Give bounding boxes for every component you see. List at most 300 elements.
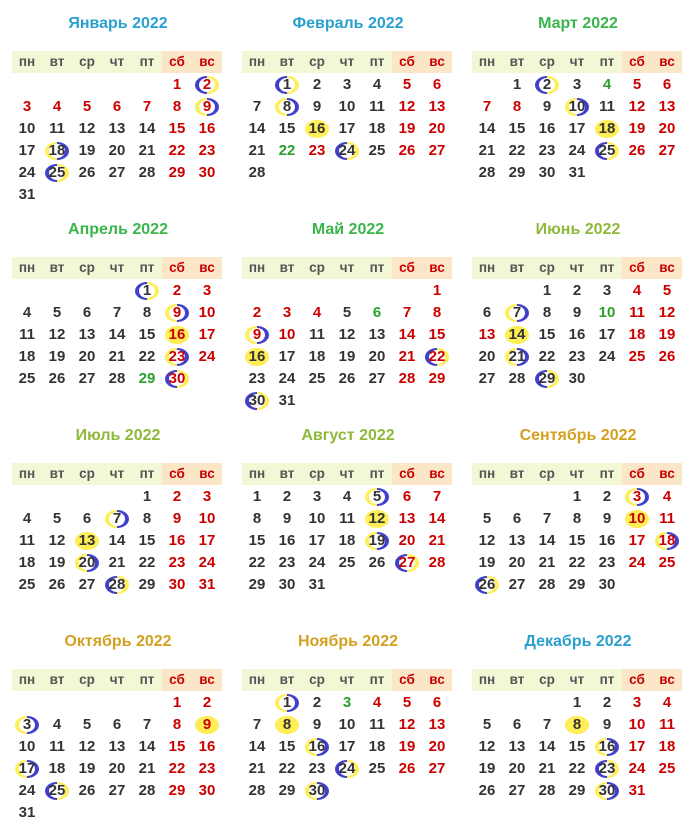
day-number: 28 bbox=[108, 576, 126, 593]
day-cell bbox=[192, 140, 222, 162]
day-number: 17 bbox=[278, 348, 296, 365]
day-number: 8 bbox=[282, 716, 292, 733]
day-number: 8 bbox=[542, 304, 552, 321]
day-number: 26 bbox=[478, 576, 496, 593]
empty-cell bbox=[472, 280, 502, 302]
day-cell bbox=[502, 324, 532, 346]
day-cell bbox=[12, 184, 42, 206]
day-number: 22 bbox=[248, 554, 266, 571]
day-number: 15 bbox=[428, 326, 446, 343]
day-cell bbox=[132, 574, 162, 596]
day-number: 21 bbox=[478, 142, 496, 159]
weekday-label: пн bbox=[472, 51, 502, 73]
day-number: 14 bbox=[248, 120, 266, 137]
day-cell bbox=[192, 346, 222, 368]
day-number: 8 bbox=[172, 716, 182, 733]
day-number: 12 bbox=[78, 120, 96, 137]
weekday-label: вс bbox=[192, 51, 222, 73]
day-number: 31 bbox=[628, 782, 646, 799]
day-number: 20 bbox=[508, 554, 526, 571]
day-number: 14 bbox=[248, 738, 266, 755]
weekday-label: вс bbox=[422, 669, 452, 691]
day-number: 11 bbox=[309, 326, 325, 343]
day-number: 19 bbox=[398, 120, 416, 137]
weekday-label: вс bbox=[652, 669, 682, 691]
day-cell bbox=[592, 508, 622, 530]
day-number: 22 bbox=[138, 554, 156, 571]
day-cell bbox=[332, 118, 362, 140]
day-cell bbox=[272, 714, 302, 736]
day-cell bbox=[302, 508, 332, 530]
day-cell bbox=[302, 140, 332, 162]
weekday-label: чт bbox=[332, 463, 362, 485]
day-number: 13 bbox=[478, 326, 496, 343]
day-cell bbox=[422, 96, 452, 118]
day-number: 31 bbox=[18, 804, 36, 821]
day-number: 10 bbox=[628, 510, 646, 527]
day-cell bbox=[362, 736, 392, 758]
month-block bbox=[472, 218, 684, 390]
month-title: Сентябрь 2022 bbox=[519, 427, 637, 444]
day-number: 5 bbox=[662, 282, 672, 299]
weekday-label: ср bbox=[302, 669, 332, 691]
day-cell bbox=[242, 96, 272, 118]
weekday-label: пн bbox=[12, 463, 42, 485]
day-number: 27 bbox=[78, 576, 96, 593]
day-cell bbox=[162, 530, 192, 552]
weekday-label: вт bbox=[502, 669, 532, 691]
day-number: 16 bbox=[168, 326, 186, 343]
day-number: 1 bbox=[282, 76, 292, 93]
weekday-label: чт bbox=[102, 51, 132, 73]
day-cell bbox=[502, 552, 532, 574]
day-cell bbox=[132, 302, 162, 324]
day-cell bbox=[102, 758, 132, 780]
day-number: 23 bbox=[168, 348, 186, 365]
day-cell bbox=[12, 736, 42, 758]
day-number: 22 bbox=[568, 760, 586, 777]
weekday-header bbox=[472, 463, 684, 485]
day-number: 12 bbox=[478, 532, 496, 549]
month-block bbox=[12, 12, 224, 206]
day-number: 3 bbox=[632, 694, 642, 711]
empty-cell bbox=[502, 486, 532, 508]
weekday-label: вс bbox=[422, 463, 452, 485]
weekday-label: чт bbox=[562, 669, 592, 691]
weekday-label: ср bbox=[302, 463, 332, 485]
day-cell bbox=[242, 758, 272, 780]
day-number: 29 bbox=[168, 164, 186, 181]
day-number: 1 bbox=[432, 282, 442, 299]
day-cell bbox=[422, 346, 452, 368]
day-cell bbox=[162, 346, 192, 368]
day-cell bbox=[622, 74, 652, 96]
day-number: 20 bbox=[368, 348, 386, 365]
day-number: 24 bbox=[308, 554, 326, 571]
day-cell bbox=[302, 346, 332, 368]
day-number: 25 bbox=[658, 554, 676, 571]
day-cell bbox=[392, 368, 422, 390]
day-cell bbox=[532, 508, 562, 530]
day-cell bbox=[12, 346, 42, 368]
weekday-label: сб bbox=[622, 669, 652, 691]
day-cell bbox=[132, 552, 162, 574]
day-cell bbox=[592, 530, 622, 552]
day-number: 23 bbox=[598, 760, 616, 777]
day-number: 30 bbox=[198, 164, 216, 181]
day-cell bbox=[532, 574, 562, 596]
day-number: 30 bbox=[248, 392, 266, 409]
day-cell bbox=[652, 714, 682, 736]
day-number: 25 bbox=[658, 760, 676, 777]
day-number: 15 bbox=[278, 120, 296, 137]
day-cell bbox=[392, 714, 422, 736]
weekday-label: вт bbox=[272, 257, 302, 279]
day-cell bbox=[192, 508, 222, 530]
day-cell bbox=[362, 302, 392, 324]
day-number: 24 bbox=[18, 782, 36, 799]
day-cell bbox=[472, 736, 502, 758]
day-number: 27 bbox=[108, 782, 126, 799]
empty-cell bbox=[102, 486, 132, 508]
day-number: 23 bbox=[568, 348, 586, 365]
day-cell bbox=[12, 96, 42, 118]
empty-cell bbox=[242, 692, 272, 714]
day-number: 7 bbox=[512, 304, 522, 321]
day-number: 3 bbox=[572, 76, 582, 93]
day-number: 11 bbox=[659, 716, 675, 733]
day-cell bbox=[192, 302, 222, 324]
day-cell bbox=[652, 486, 682, 508]
day-cell bbox=[652, 552, 682, 574]
day-number: 18 bbox=[338, 532, 356, 549]
day-cell bbox=[472, 324, 502, 346]
weekday-label: чт bbox=[332, 51, 362, 73]
day-cell bbox=[362, 486, 392, 508]
day-number: 13 bbox=[508, 532, 526, 549]
day-number: 6 bbox=[82, 510, 92, 527]
day-cell bbox=[162, 692, 192, 714]
day-number: 14 bbox=[508, 326, 526, 343]
day-number: 10 bbox=[198, 304, 216, 321]
day-cell bbox=[622, 96, 652, 118]
weekday-label: пн bbox=[12, 669, 42, 691]
day-number: 10 bbox=[338, 716, 356, 733]
day-cell bbox=[72, 368, 102, 390]
day-number: 4 bbox=[372, 76, 382, 93]
day-number: 29 bbox=[568, 576, 586, 593]
day-number: 5 bbox=[372, 488, 382, 505]
weekday-label: пт bbox=[592, 463, 622, 485]
day-cell bbox=[42, 758, 72, 780]
day-number: 6 bbox=[432, 694, 442, 711]
day-cell bbox=[302, 736, 332, 758]
day-cell bbox=[392, 530, 422, 552]
day-number: 5 bbox=[402, 76, 412, 93]
day-number: 4 bbox=[312, 304, 322, 321]
day-cell bbox=[392, 140, 422, 162]
day-cell bbox=[242, 736, 272, 758]
day-cell bbox=[502, 508, 532, 530]
day-number: 13 bbox=[398, 510, 416, 527]
day-number: 13 bbox=[508, 738, 526, 755]
day-cell bbox=[192, 324, 222, 346]
day-number: 11 bbox=[369, 98, 385, 115]
day-cell bbox=[162, 302, 192, 324]
day-cell bbox=[422, 692, 452, 714]
day-cell bbox=[652, 280, 682, 302]
day-number: 20 bbox=[78, 348, 96, 365]
day-number: 6 bbox=[482, 304, 492, 321]
empty-cell bbox=[242, 280, 272, 302]
day-number: 30 bbox=[168, 576, 186, 593]
day-number: 7 bbox=[112, 510, 122, 527]
day-number: 11 bbox=[49, 738, 65, 755]
weekday-label: ср bbox=[302, 51, 332, 73]
day-number: 6 bbox=[112, 98, 122, 115]
empty-cell bbox=[472, 74, 502, 96]
weekday-label: сб bbox=[162, 257, 192, 279]
day-number: 7 bbox=[542, 716, 552, 733]
day-cell bbox=[272, 692, 302, 714]
day-number: 22 bbox=[508, 142, 526, 159]
day-number: 4 bbox=[662, 488, 672, 505]
day-number: 11 bbox=[629, 304, 645, 321]
day-cell bbox=[532, 96, 562, 118]
day-number: 26 bbox=[398, 142, 416, 159]
day-number: 2 bbox=[602, 488, 612, 505]
day-cell bbox=[502, 140, 532, 162]
day-cell bbox=[362, 692, 392, 714]
day-number: 3 bbox=[22, 716, 32, 733]
weekday-header bbox=[12, 257, 224, 279]
day-number: 25 bbox=[368, 142, 386, 159]
weekday-label: сб bbox=[392, 257, 422, 279]
weekday-header bbox=[12, 669, 224, 691]
day-number: 26 bbox=[658, 348, 676, 365]
day-cell bbox=[362, 74, 392, 96]
day-number: 18 bbox=[368, 738, 386, 755]
day-cell bbox=[192, 162, 222, 184]
day-cell bbox=[162, 758, 192, 780]
month-title: Декабрь 2022 bbox=[524, 633, 632, 650]
day-cell bbox=[42, 530, 72, 552]
day-cell bbox=[72, 758, 102, 780]
day-cell bbox=[72, 736, 102, 758]
day-number: 16 bbox=[278, 532, 296, 549]
day-cell bbox=[272, 390, 302, 412]
day-cell bbox=[622, 758, 652, 780]
day-cell bbox=[72, 780, 102, 802]
weekday-label: ср bbox=[72, 669, 102, 691]
empty-cell bbox=[102, 280, 132, 302]
day-cell bbox=[532, 140, 562, 162]
day-cell bbox=[562, 346, 592, 368]
day-number: 9 bbox=[172, 304, 182, 321]
day-number: 31 bbox=[568, 164, 586, 181]
day-number: 18 bbox=[48, 142, 66, 159]
day-cell bbox=[592, 324, 622, 346]
day-grid bbox=[472, 280, 684, 390]
day-cell bbox=[192, 74, 222, 96]
day-number: 22 bbox=[278, 760, 296, 777]
day-number: 20 bbox=[398, 532, 416, 549]
weekday-label: пн bbox=[472, 257, 502, 279]
day-cell bbox=[472, 140, 502, 162]
day-number: 23 bbox=[168, 554, 186, 571]
day-cell bbox=[562, 162, 592, 184]
day-cell bbox=[392, 552, 422, 574]
day-cell bbox=[422, 736, 452, 758]
weekday-label: вс bbox=[652, 463, 682, 485]
day-cell bbox=[102, 140, 132, 162]
day-cell bbox=[332, 324, 362, 346]
day-cell bbox=[362, 758, 392, 780]
day-number: 4 bbox=[662, 694, 672, 711]
day-cell bbox=[332, 346, 362, 368]
weekday-label: сб bbox=[392, 669, 422, 691]
day-number: 16 bbox=[538, 120, 556, 137]
day-cell bbox=[302, 714, 332, 736]
weekday-label: сб bbox=[392, 463, 422, 485]
day-number: 11 bbox=[369, 716, 385, 733]
day-cell bbox=[532, 346, 562, 368]
month-title: Апрель 2022 bbox=[68, 221, 168, 238]
day-number: 11 bbox=[659, 510, 675, 527]
day-number: 10 bbox=[18, 738, 36, 755]
month-title: Октябрь 2022 bbox=[64, 633, 172, 650]
day-cell bbox=[422, 530, 452, 552]
month-block bbox=[472, 424, 684, 596]
day-cell bbox=[472, 574, 502, 596]
day-grid bbox=[242, 280, 454, 412]
month-block bbox=[472, 630, 684, 802]
day-cell bbox=[132, 346, 162, 368]
weekday-header bbox=[242, 669, 454, 691]
day-number: 1 bbox=[172, 76, 182, 93]
day-cell bbox=[502, 346, 532, 368]
day-cell bbox=[132, 486, 162, 508]
day-grid bbox=[472, 486, 684, 596]
day-number: 18 bbox=[658, 532, 676, 549]
day-cell bbox=[72, 96, 102, 118]
weekday-label: пт bbox=[362, 257, 392, 279]
weekday-label: сб bbox=[622, 463, 652, 485]
day-cell bbox=[42, 368, 72, 390]
empty-cell bbox=[102, 74, 132, 96]
day-cell bbox=[472, 368, 502, 390]
day-number: 2 bbox=[312, 694, 322, 711]
day-number: 4 bbox=[52, 716, 62, 733]
day-cell bbox=[502, 302, 532, 324]
day-number: 19 bbox=[48, 554, 66, 571]
day-number: 24 bbox=[198, 554, 216, 571]
day-cell bbox=[302, 118, 332, 140]
day-cell bbox=[102, 508, 132, 530]
day-cell bbox=[162, 714, 192, 736]
day-cell bbox=[392, 74, 422, 96]
day-number: 5 bbox=[82, 716, 92, 733]
day-cell bbox=[392, 486, 422, 508]
day-cell bbox=[622, 280, 652, 302]
weekday-label: сб bbox=[162, 669, 192, 691]
day-cell bbox=[12, 368, 42, 390]
day-cell bbox=[622, 714, 652, 736]
day-cell bbox=[392, 324, 422, 346]
weekday-label: ср bbox=[532, 51, 562, 73]
day-cell bbox=[502, 368, 532, 390]
day-cell bbox=[562, 552, 592, 574]
day-cell bbox=[42, 552, 72, 574]
weekday-header bbox=[472, 257, 684, 279]
day-number: 7 bbox=[142, 98, 152, 115]
weekday-label: пн bbox=[12, 51, 42, 73]
day-cell bbox=[472, 780, 502, 802]
day-cell bbox=[472, 118, 502, 140]
month-title: Февраль 2022 bbox=[292, 15, 404, 32]
day-cell bbox=[42, 118, 72, 140]
day-cell bbox=[242, 530, 272, 552]
weekday-label: ср bbox=[72, 463, 102, 485]
day-cell bbox=[652, 758, 682, 780]
day-cell bbox=[272, 552, 302, 574]
empty-cell bbox=[12, 280, 42, 302]
day-number: 21 bbox=[398, 348, 416, 365]
day-cell bbox=[592, 486, 622, 508]
day-cell bbox=[12, 324, 42, 346]
day-number: 31 bbox=[308, 576, 326, 593]
day-cell bbox=[652, 508, 682, 530]
day-cell bbox=[272, 736, 302, 758]
day-number: 21 bbox=[248, 142, 266, 159]
day-number: 21 bbox=[108, 554, 126, 571]
weekday-label: вт bbox=[502, 51, 532, 73]
day-number: 21 bbox=[508, 348, 526, 365]
day-number: 5 bbox=[82, 98, 92, 115]
day-number: 14 bbox=[538, 532, 556, 549]
day-number: 17 bbox=[18, 760, 36, 777]
day-cell bbox=[162, 140, 192, 162]
day-number: 28 bbox=[248, 782, 266, 799]
day-number: 27 bbox=[508, 782, 526, 799]
day-cell bbox=[12, 758, 42, 780]
day-number: 6 bbox=[512, 716, 522, 733]
day-grid bbox=[472, 74, 684, 184]
day-cell bbox=[72, 162, 102, 184]
day-number: 10 bbox=[198, 510, 216, 527]
day-number: 20 bbox=[108, 760, 126, 777]
day-cell bbox=[162, 96, 192, 118]
empty-cell bbox=[42, 280, 72, 302]
day-number: 3 bbox=[282, 304, 292, 321]
day-number: 12 bbox=[398, 716, 416, 733]
day-number: 5 bbox=[342, 304, 352, 321]
day-number: 24 bbox=[628, 760, 646, 777]
day-number: 25 bbox=[368, 760, 386, 777]
day-number: 11 bbox=[19, 532, 35, 549]
day-number: 2 bbox=[572, 282, 582, 299]
day-number: 26 bbox=[78, 164, 96, 181]
day-cell bbox=[472, 96, 502, 118]
weekday-label: пн bbox=[242, 669, 272, 691]
day-cell bbox=[592, 758, 622, 780]
day-cell bbox=[72, 324, 102, 346]
day-cell bbox=[102, 118, 132, 140]
day-number: 29 bbox=[508, 164, 526, 181]
day-number: 16 bbox=[598, 738, 616, 755]
day-cell bbox=[72, 346, 102, 368]
month-title: Март 2022 bbox=[538, 15, 618, 32]
